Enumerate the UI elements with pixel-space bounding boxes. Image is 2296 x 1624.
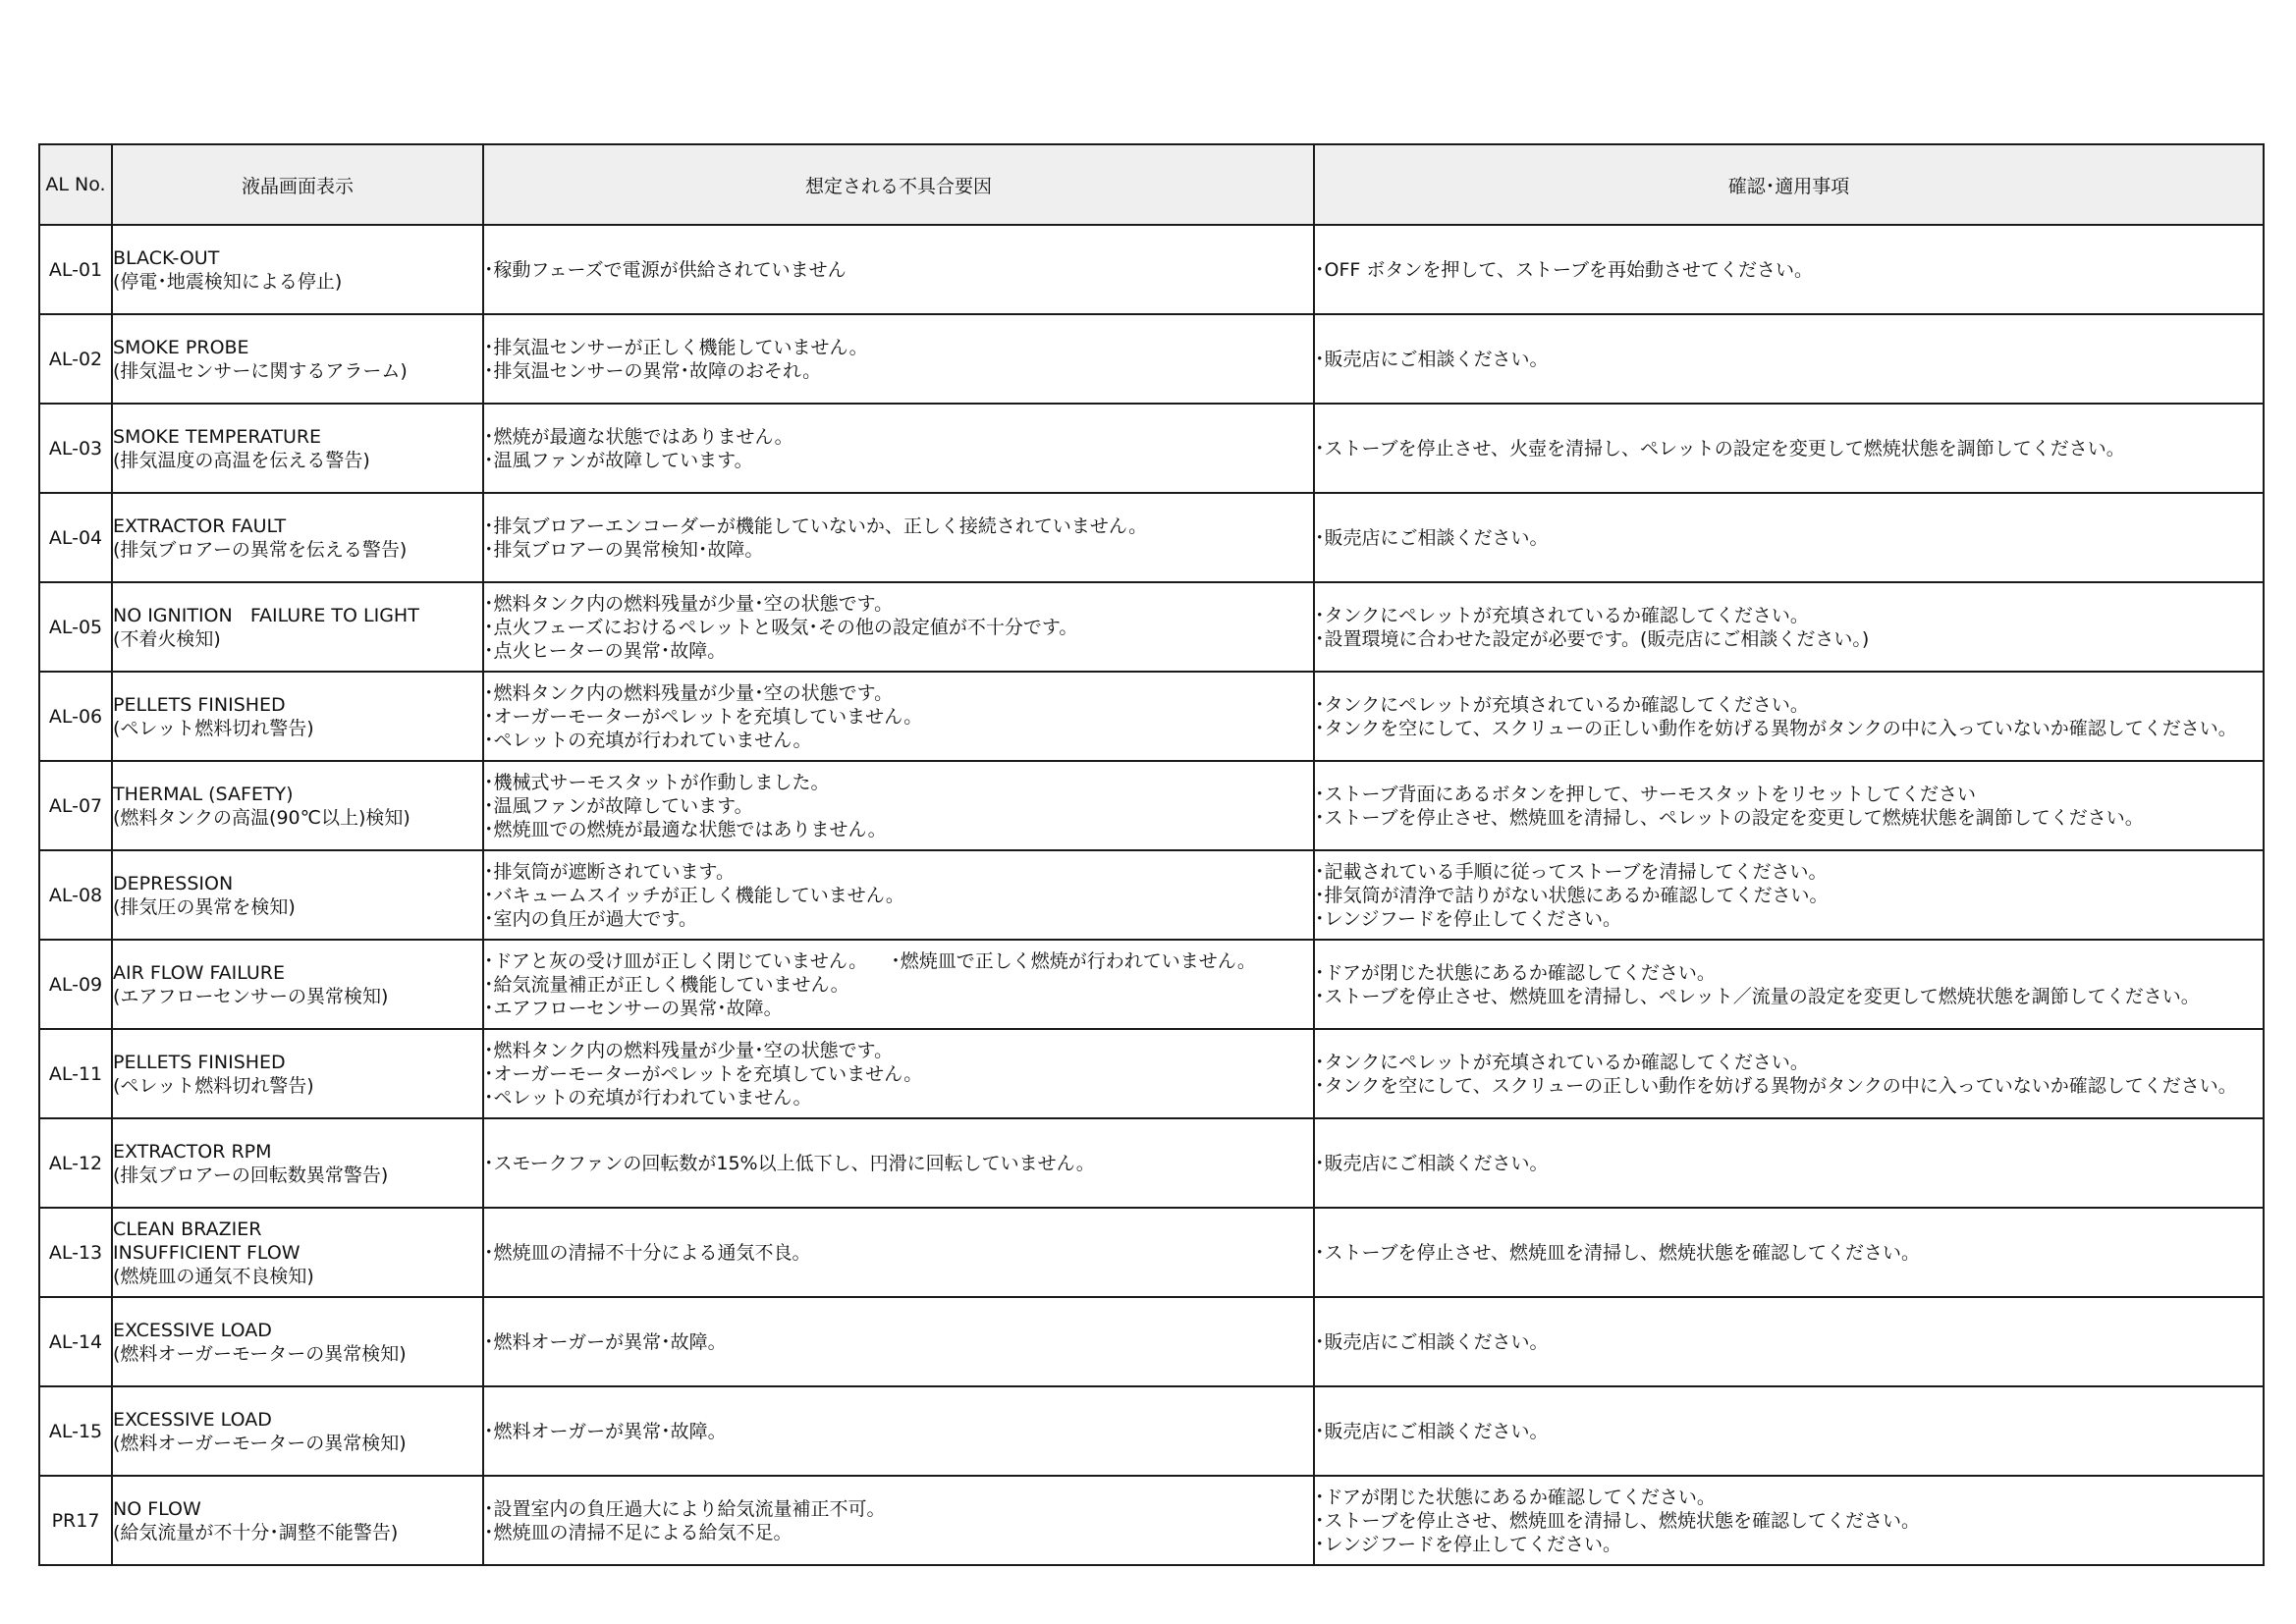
assumed-cause-line: ･温風ファンが故障しています。 xyxy=(484,794,753,817)
lcd-display-text-line: (排気圧の異常を検知) xyxy=(113,895,296,918)
assumed-cause xyxy=(483,1297,1314,1386)
lcd-display-text-line: PELLETS FINISHED xyxy=(113,693,286,716)
table-row xyxy=(39,761,2264,850)
assumed-cause xyxy=(483,761,1314,850)
table-row xyxy=(39,493,2264,582)
assumed-cause-line: ･給気流量補正が正しく機能していません。 xyxy=(484,973,849,996)
lcd-display-text xyxy=(112,1208,483,1297)
check-action-line: ･排気筒が清浄で詰りがない状態にあるか確認してください。 xyxy=(1315,884,1829,906)
assumed-cause xyxy=(483,404,1314,493)
lcd-display-text-line: (ペレット燃料切れ警告) xyxy=(113,1074,314,1097)
check-action-line: ･ストーブを停止させ、燃焼皿を清掃し、燃焼状態を確認してください。 xyxy=(1315,1509,1920,1532)
assumed-cause-line: ･排気温センサーの異常･故障のおそれ。 xyxy=(484,359,822,382)
check-action-line: ･タンクにペレットが充填されているか確認してください。 xyxy=(1315,604,1809,626)
lcd-display-text-line: (燃料オーガーモーターの異常検知) xyxy=(113,1432,407,1454)
check-action-line: ･記載されている手順に従ってストーブを清掃してください。 xyxy=(1315,860,1828,883)
lcd-display-text-line: EXTRACTOR RPM xyxy=(113,1140,272,1163)
assumed-cause xyxy=(483,582,1314,672)
lcd-display-text-line: (排気温センサーに関するアラーム) xyxy=(113,359,408,382)
check-action xyxy=(1314,582,2264,672)
table-row xyxy=(39,225,2264,314)
alarm-number: PR17 xyxy=(39,1476,112,1565)
assumed-cause-line: ･バキュームスイッチが正しく機能していません。 xyxy=(484,884,904,906)
assumed-cause-line: ･排気ブロアーエンコーダーが機能していないか、正しく接続されていません。 xyxy=(484,514,1148,537)
check-action-line: ･ストーブを停止させ、燃焼皿を清掃し、ペレットの設定を変更して燃焼状態を調節してください。 xyxy=(1315,806,2144,829)
alarm-table xyxy=(38,143,2265,1566)
table-row xyxy=(39,1118,2264,1208)
header-action: 確認･適用事項 xyxy=(1314,144,2264,225)
alarm-number: AL-12 xyxy=(39,1118,112,1208)
lcd-display-text-line: (排気温度の高温を伝える警告) xyxy=(113,449,370,471)
assumed-cause-line: ･燃料オーガーが異常･故障。 xyxy=(484,1420,727,1442)
check-action xyxy=(1314,314,2264,404)
alarm-number: AL-03 xyxy=(39,404,112,493)
assumed-cause-line: ･排気温センサーが正しく機能していません。 xyxy=(484,336,868,358)
check-action xyxy=(1314,493,2264,582)
assumed-cause-line: ･燃焼が最適な状態ではありません。 xyxy=(484,425,793,448)
assumed-cause xyxy=(483,493,1314,582)
check-action-line: ･販売店にご相談ください。 xyxy=(1315,1152,1549,1174)
lcd-display-text-line: (燃料オーガーモーターの異常検知) xyxy=(113,1342,407,1365)
assumed-cause xyxy=(483,225,1314,314)
alarm-number: AL-01 xyxy=(39,225,112,314)
assumed-cause-line: ･スモークファンの回転数が15%以上低下し、円滑に回転していません。 xyxy=(484,1152,1095,1174)
check-action xyxy=(1314,1386,2264,1476)
assumed-cause-line: ･燃料オーガーが異常･故障。 xyxy=(484,1330,727,1353)
assumed-cause-line: ･燃焼皿の清掃不足による給気不足。 xyxy=(484,1521,793,1543)
lcd-display-text xyxy=(112,1029,483,1118)
lcd-display-text xyxy=(112,1118,483,1208)
lcd-display-text-line: (排気ブロアーの回転数異常警告) xyxy=(113,1164,389,1186)
lcd-display-text-line: EXTRACTOR FAULT xyxy=(113,514,287,537)
table-row xyxy=(39,940,2264,1029)
check-action xyxy=(1314,1118,2264,1208)
lcd-display-text-line: (燃料タンクの高温(90℃以上)検知) xyxy=(113,806,410,829)
check-action xyxy=(1314,1029,2264,1118)
lcd-display-text-line: (エアフローセンサーの異常検知) xyxy=(113,985,389,1007)
lcd-display-text-line: SMOKE TEMPERATURE xyxy=(113,425,322,448)
assumed-cause-line: ･燃料タンク内の燃料残量が少量･空の状態です。 xyxy=(484,1039,894,1061)
lcd-display-text-line: PELLETS FINISHED xyxy=(113,1051,286,1073)
lcd-display-text-line: (ペレット燃料切れ警告) xyxy=(113,717,314,739)
table-row xyxy=(39,1476,2264,1565)
lcd-display-text xyxy=(112,672,483,761)
check-action-line: ･ストーブを停止させ、燃焼皿を清掃し、燃焼状態を確認してください。 xyxy=(1315,1241,1920,1264)
check-action-line: ･販売店にご相談ください。 xyxy=(1315,526,1549,549)
lcd-display-text xyxy=(112,1476,483,1565)
check-action xyxy=(1314,940,2264,1029)
lcd-display-text xyxy=(112,225,483,314)
assumed-cause-line: ･オーガーモーターがペレットを充填していません。 xyxy=(484,705,923,728)
lcd-display-text-line: NO FLOW xyxy=(113,1497,201,1520)
lcd-display-text-line: (停電･地震検知による停止) xyxy=(113,270,343,293)
check-action xyxy=(1314,672,2264,761)
lcd-display-text xyxy=(112,850,483,940)
check-action-line: ･ストーブを停止させ、燃焼皿を清掃し、ペレット／流量の設定を変更して燃焼状態を調節してください。 xyxy=(1315,985,2200,1007)
lcd-display-text-line: SMOKE PROBE xyxy=(113,336,249,358)
table-row xyxy=(39,1386,2264,1476)
header-al-no: AL No. xyxy=(39,144,112,225)
assumed-cause xyxy=(483,1476,1314,1565)
lcd-display-text xyxy=(112,1297,483,1386)
check-action xyxy=(1314,1297,2264,1386)
assumed-cause-line: ･燃料タンク内の燃料残量が少量･空の状態です。 xyxy=(484,592,894,615)
alarm-number: AL-05 xyxy=(39,582,112,672)
lcd-display-text-line: NO IGNITION FAILURE TO LIGHT xyxy=(113,604,419,626)
check-action-line: ･レンジフードを停止してください。 xyxy=(1315,1533,1621,1555)
check-action-line: ･販売店にご相談ください。 xyxy=(1315,348,1549,370)
table-row xyxy=(39,672,2264,761)
check-action xyxy=(1314,1476,2264,1565)
check-action xyxy=(1314,761,2264,850)
check-action-line: ･タンクにペレットが充填されているか確認してください。 xyxy=(1315,693,1809,716)
lcd-display-text-line: (燃焼皿の通気不良検知) xyxy=(113,1265,314,1287)
check-action xyxy=(1314,1208,2264,1297)
assumed-cause-line: ･点火ヒーターの異常･故障。 xyxy=(484,639,727,662)
header-display: 液晶画面表示 xyxy=(112,144,483,225)
check-action-line: ･OFF ボタンを押して、ストーブを再始動させてください。 xyxy=(1315,258,1814,281)
lcd-display-text xyxy=(112,314,483,404)
check-action-line: ･ストーブ背面にあるボタンを押して、サーモスタットをリセットしてください xyxy=(1315,783,1976,805)
assumed-cause-line: ･設置室内の負圧過大により給気流量補正不可。 xyxy=(484,1497,886,1520)
lcd-display-text xyxy=(112,493,483,582)
alarm-number: AL-08 xyxy=(39,850,112,940)
lcd-display-text-line: (排気ブロアーの異常を伝える警告) xyxy=(113,538,408,561)
check-action xyxy=(1314,850,2264,940)
assumed-cause xyxy=(483,850,1314,940)
assumed-cause-line: ･点火フェーズにおけるペレットと吸気･その他の設定値が不十分です。 xyxy=(484,616,1078,638)
table-row xyxy=(39,850,2264,940)
check-action-line: ･タンクにペレットが充填されているか確認してください。 xyxy=(1315,1051,1809,1073)
assumed-cause xyxy=(483,1386,1314,1476)
check-action-line: ･販売店にご相談ください。 xyxy=(1315,1420,1549,1442)
alarm-number: AL-09 xyxy=(39,940,112,1029)
assumed-cause-line: ･ペレットの充填が行われていません。 xyxy=(484,1086,812,1109)
alarm-number: AL-07 xyxy=(39,761,112,850)
lcd-display-text-line: BLACK-OUT xyxy=(113,246,220,269)
lcd-display-text xyxy=(112,582,483,672)
table-row xyxy=(39,1029,2264,1118)
assumed-cause xyxy=(483,1208,1314,1297)
lcd-display-text-line: (給気流量が不十分･調整不能警告) xyxy=(113,1521,399,1543)
table-row xyxy=(39,1208,2264,1297)
lcd-display-text xyxy=(112,1386,483,1476)
assumed-cause xyxy=(483,1029,1314,1118)
check-action-line: ･ストーブを停止させ、火壺を清掃し、ペレットの設定を変更して燃焼状態を調節してください。 xyxy=(1315,437,2125,460)
alarm-number: AL-13 xyxy=(39,1208,112,1297)
table-row xyxy=(39,582,2264,672)
check-action-line: ･設置環境に合わせた設定が必要です。(販売店にご相談ください。) xyxy=(1315,627,1870,650)
assumed-cause-line: ･排気ブロアーの異常検知･故障。 xyxy=(484,538,764,561)
table-row xyxy=(39,314,2264,404)
check-action-line: ･ドアが閉じた状態にあるか確認してください。 xyxy=(1315,1486,1716,1508)
lcd-display-text-line: DEPRESSION xyxy=(113,872,234,894)
check-action xyxy=(1314,404,2264,493)
lcd-display-text-line: INSUFFICIENT FLOW xyxy=(113,1241,301,1264)
table-row xyxy=(39,404,2264,493)
assumed-cause-line: ･オーガーモーターがペレットを充填していません。 xyxy=(484,1062,923,1085)
assumed-cause-line: ･稼動フェーズで電源が供給されていません xyxy=(484,258,847,281)
assumed-cause-line: ･室内の負圧が過大です。 xyxy=(484,907,697,930)
check-action xyxy=(1314,225,2264,314)
lcd-display-text-line: AIR FLOW FAILURE xyxy=(113,961,285,984)
alarm-number: AL-15 xyxy=(39,1386,112,1476)
check-action-line: ･ドアが閉じた状態にあるか確認してください。 xyxy=(1315,961,1716,984)
assumed-cause xyxy=(483,314,1314,404)
alarm-number: AL-04 xyxy=(39,493,112,582)
check-action-line: ･販売店にご相談ください。 xyxy=(1315,1330,1549,1353)
alarm-number: AL-02 xyxy=(39,314,112,404)
assumed-cause xyxy=(483,940,1314,1029)
lcd-display-text xyxy=(112,404,483,493)
assumed-cause-line: ･ペレットの充填が行われていません。 xyxy=(484,729,812,751)
alarm-number: AL-11 xyxy=(39,1029,112,1118)
lcd-display-text-line: EXCESSIVE LOAD xyxy=(113,1319,272,1341)
table-row xyxy=(39,1297,2264,1386)
assumed-cause-line: ･機械式サーモスタットが作動しました。 xyxy=(484,771,830,793)
header-row xyxy=(39,144,2264,225)
assumed-cause xyxy=(483,672,1314,761)
assumed-cause-line: ･エアフローセンサーの異常･故障。 xyxy=(484,997,783,1019)
assumed-cause xyxy=(483,1118,1314,1208)
header-cause: 想定される不具合要因 xyxy=(483,144,1314,225)
assumed-cause-line: ･燃料タンク内の燃料残量が少量･空の状態です。 xyxy=(484,681,894,704)
lcd-display-text-line: THERMAL (SAFETY) xyxy=(113,783,294,805)
check-action-line: ･タンクを空にして、スクリューの正しい動作を妨げる異物がタンクの中に入っていないか確認してください。 xyxy=(1315,1074,2237,1097)
lcd-display-text-line: CLEAN BRAZIER xyxy=(113,1218,262,1240)
alarm-table-body xyxy=(39,225,2264,1565)
check-action-line: ･レンジフードを停止してください。 xyxy=(1315,907,1621,930)
lcd-display-text xyxy=(112,761,483,850)
lcd-display-text-line: (不着火検知) xyxy=(113,627,221,650)
alarm-number: AL-14 xyxy=(39,1297,112,1386)
assumed-cause-line: ･燃焼皿での燃焼が最適な状態ではありません。 xyxy=(484,818,887,840)
assumed-cause-line: ･燃焼皿の清掃不十分による通気不良。 xyxy=(484,1241,811,1264)
assumed-cause-line: ･排気筒が遮断されています。 xyxy=(484,860,735,883)
lcd-display-text-line: EXCESSIVE LOAD xyxy=(113,1408,272,1431)
check-action-line: ･タンクを空にして、スクリューの正しい動作を妨げる異物がタンクの中に入っていないか確認してください。 xyxy=(1315,717,2237,739)
assumed-cause-line: ･温風ファンが故障しています。 xyxy=(484,449,753,471)
assumed-cause-line: ･ドアと灰の受け皿が正しく閉じていません。 ･燃焼皿で正しく燃焼が行われていません。 xyxy=(484,949,1256,972)
lcd-display-text xyxy=(112,940,483,1029)
alarm-number: AL-06 xyxy=(39,672,112,761)
